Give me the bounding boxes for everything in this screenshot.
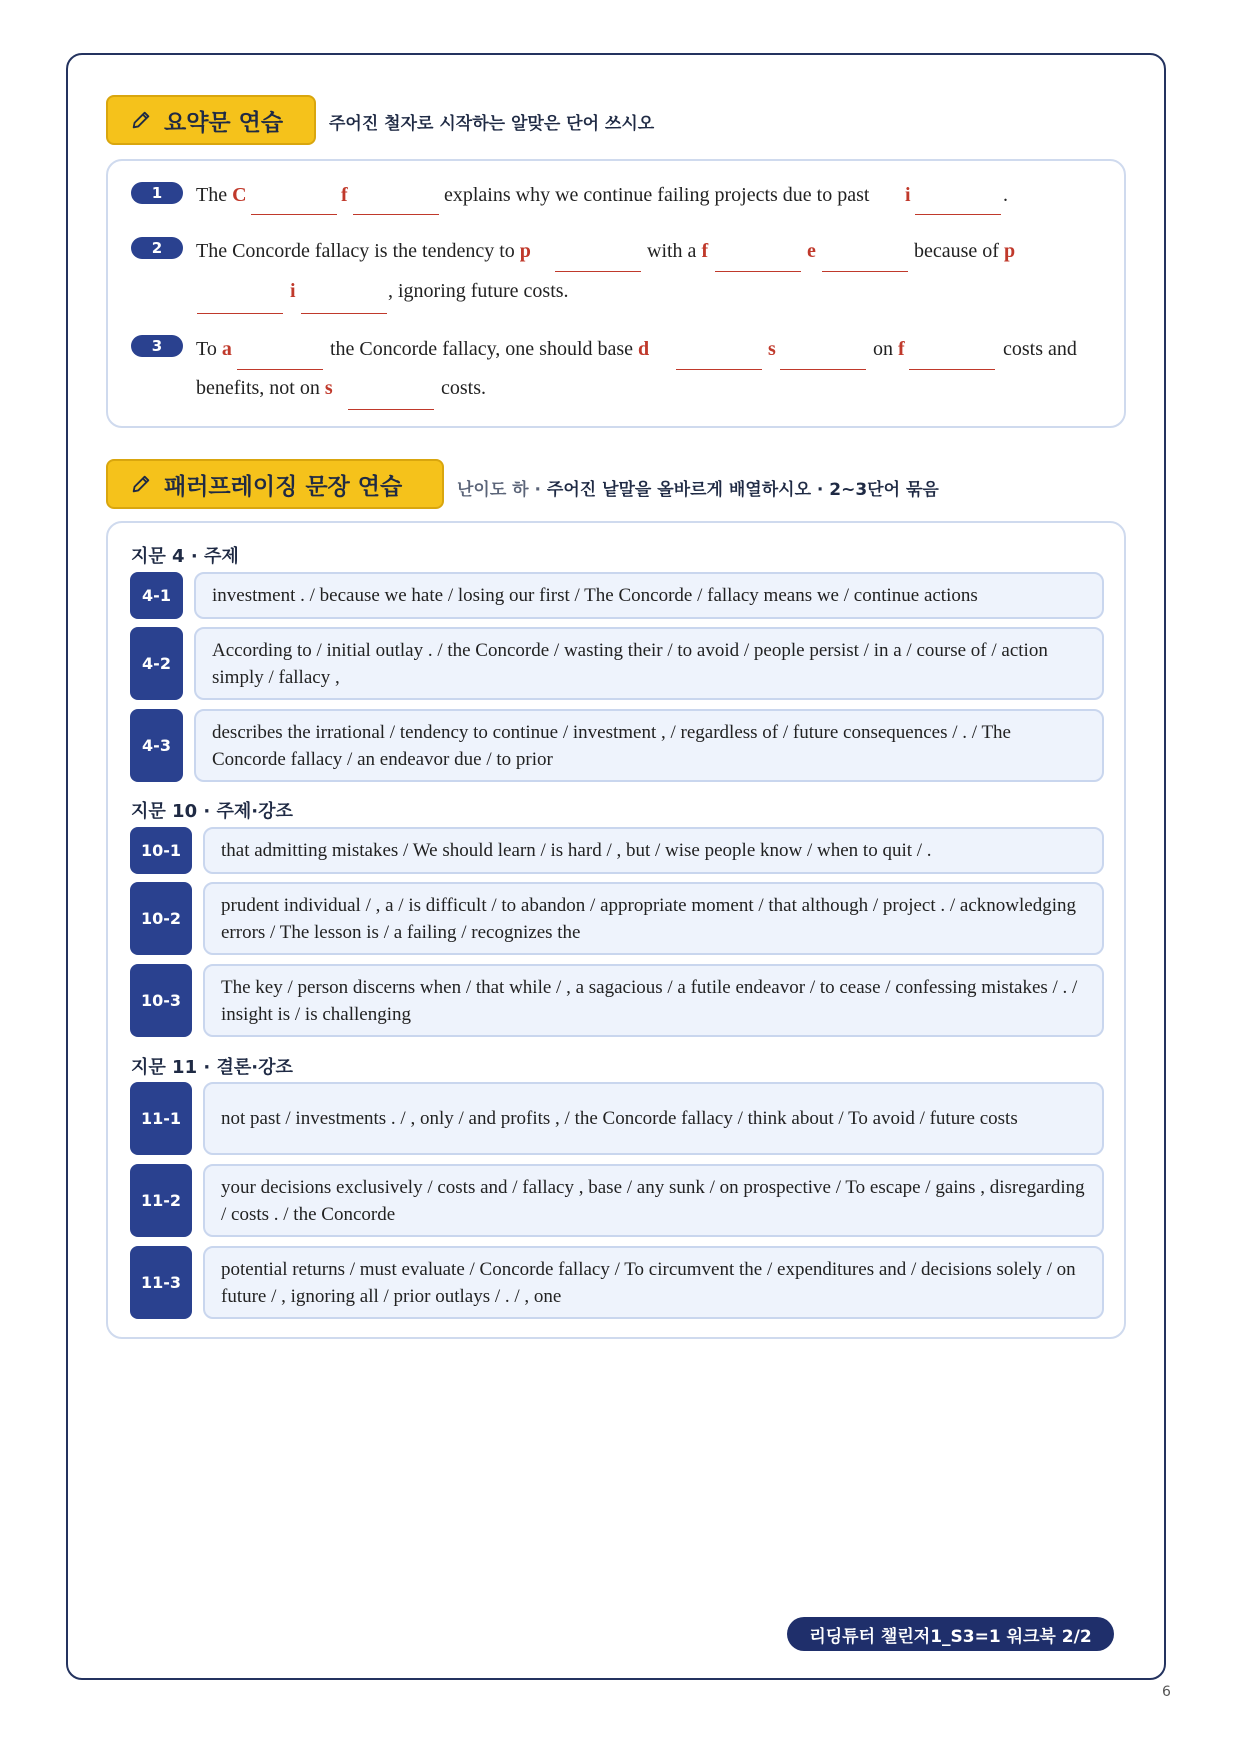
summary-text: costs and xyxy=(1003,338,1077,360)
summary-cue: s xyxy=(768,338,776,360)
item-label: 11-2 xyxy=(130,1164,192,1237)
summary-line-3d: benefits, not on s xyxy=(196,377,333,399)
item-label: 11-1 xyxy=(130,1082,192,1155)
answer-blank[interactable] xyxy=(909,369,995,370)
summary-number-2: 2 xyxy=(131,237,183,259)
item-prompt-box[interactable]: potential returns / must evaluate / Concorde fallacy / To circumvent the / expenditures and / decisions solely / on future / , ignoring all / prior outlays / . / , one xyxy=(203,1246,1104,1319)
item-label: 4-2 xyxy=(130,627,183,700)
summary-instruction: 주어진 철자로 시작하는 알맞은 단어 쓰시오 xyxy=(329,114,655,134)
summary-line-2b: with a f xyxy=(647,240,709,262)
item-prompt-box[interactable]: According to / initial outlay . / the Concorde / wasting their / to avoid / people persist / in a / course of / action simply / fallacy , xyxy=(194,627,1104,700)
summary-text: explains why we continue failing projects due to past xyxy=(444,184,870,206)
summary-cue: i xyxy=(290,280,296,302)
summary-line-3c: on f xyxy=(873,338,905,360)
item-prompt-box[interactable]: investment . / because we hate / losing our first / The Concorde / fallacy means we / continue actions xyxy=(194,572,1104,619)
paraphrase-instruction: 주어진 낱말을 올바르게 배열하시오 · 2~3단어 묶음 xyxy=(546,480,939,500)
answer-blank[interactable] xyxy=(915,214,1001,215)
passage-heading: 지문 4 · 주제 xyxy=(131,546,239,567)
summary-cue: f xyxy=(341,184,348,206)
paraphrase-title: 패러프레이징 문장 연습 xyxy=(164,473,403,500)
summary-cue: e xyxy=(807,240,816,262)
answer-blank[interactable] xyxy=(301,313,387,314)
answer-blank[interactable] xyxy=(780,369,866,370)
pencil-icon xyxy=(130,473,152,495)
answer-blank[interactable] xyxy=(555,271,641,272)
summary-section-tab xyxy=(106,95,316,145)
summary-text: costs. xyxy=(441,377,486,399)
summary-line-2: The Concorde fallacy is the tendency to p xyxy=(196,240,531,262)
item-label: 10-2 xyxy=(130,882,192,955)
summary-line-1: The C xyxy=(196,184,247,206)
item-label: 11-3 xyxy=(130,1246,192,1319)
difficulty-label: 난이도 하 · xyxy=(457,480,541,500)
page-number: 6 xyxy=(1162,1684,1171,1700)
summary-title: 요약문 연습 xyxy=(164,109,284,136)
summary-line-3: To a xyxy=(196,338,232,360)
item-prompt-box[interactable]: that admitting mistakes / We should learn / is hard / , but / wise people know / when to quit / . xyxy=(203,827,1104,874)
summary-line-2c: because of p xyxy=(914,240,1016,262)
summary-number-3: 3 xyxy=(131,335,183,357)
summary-number-1: 1 xyxy=(131,182,183,204)
pencil-icon xyxy=(130,109,152,131)
summary-line-3b: the Concorde fallacy, one should base d xyxy=(330,338,650,360)
summary-text: . xyxy=(1003,184,1008,206)
answer-blank[interactable] xyxy=(348,409,434,410)
item-prompt-box[interactable]: prudent individual / , a / is difficult / to abandon / appropriate moment / that although / project . / acknowledging errors / The lesson is / a failing / recognizes the xyxy=(203,882,1104,955)
answer-blank[interactable] xyxy=(353,214,439,215)
answer-blank[interactable] xyxy=(197,313,283,314)
item-prompt-box[interactable]: describes the irrational / tendency to continue / investment , / regardless of / future consequences / . / The Concorde fallacy / an endeavor due / to prior xyxy=(194,709,1104,782)
passage-heading: 지문 11 · 결론·강조 xyxy=(131,1057,293,1078)
item-label: 4-1 xyxy=(130,572,183,619)
answer-blank[interactable] xyxy=(251,214,337,215)
paraphrase-section-tab xyxy=(106,459,444,509)
item-label: 4-3 xyxy=(130,709,183,782)
answer-blank[interactable] xyxy=(676,369,762,370)
footer-book-label: 리딩튜터 챌린저1_S3=1 워크북 2/2 xyxy=(787,1617,1114,1651)
answer-blank[interactable] xyxy=(822,271,908,272)
item-prompt-box[interactable]: your decisions exclusively / costs and / fallacy , base / any sunk / on prospective / To escape / gains , disregarding / costs . / the Concorde xyxy=(203,1164,1104,1237)
item-label: 10-1 xyxy=(130,827,192,874)
passage-heading: 지문 10 · 주제·강조 xyxy=(131,801,293,822)
summary-cue: i xyxy=(905,184,911,206)
answer-blank[interactable] xyxy=(715,271,801,272)
item-prompt-box[interactable]: not past / investments . / , only / and profits , / the Concorde fallacy / think about / To avoid / future costs xyxy=(203,1082,1104,1155)
summary-text: , ignoring future costs. xyxy=(388,280,569,302)
answer-blank[interactable] xyxy=(237,369,323,370)
item-prompt-box[interactable]: The key / person discerns when / that while / , a sagacious / a futile endeavor / to cease / confessing mistakes / . / insight is / is challenging xyxy=(203,964,1104,1037)
paraphrase-instruction-line xyxy=(457,475,939,500)
item-label: 10-3 xyxy=(130,964,192,1037)
